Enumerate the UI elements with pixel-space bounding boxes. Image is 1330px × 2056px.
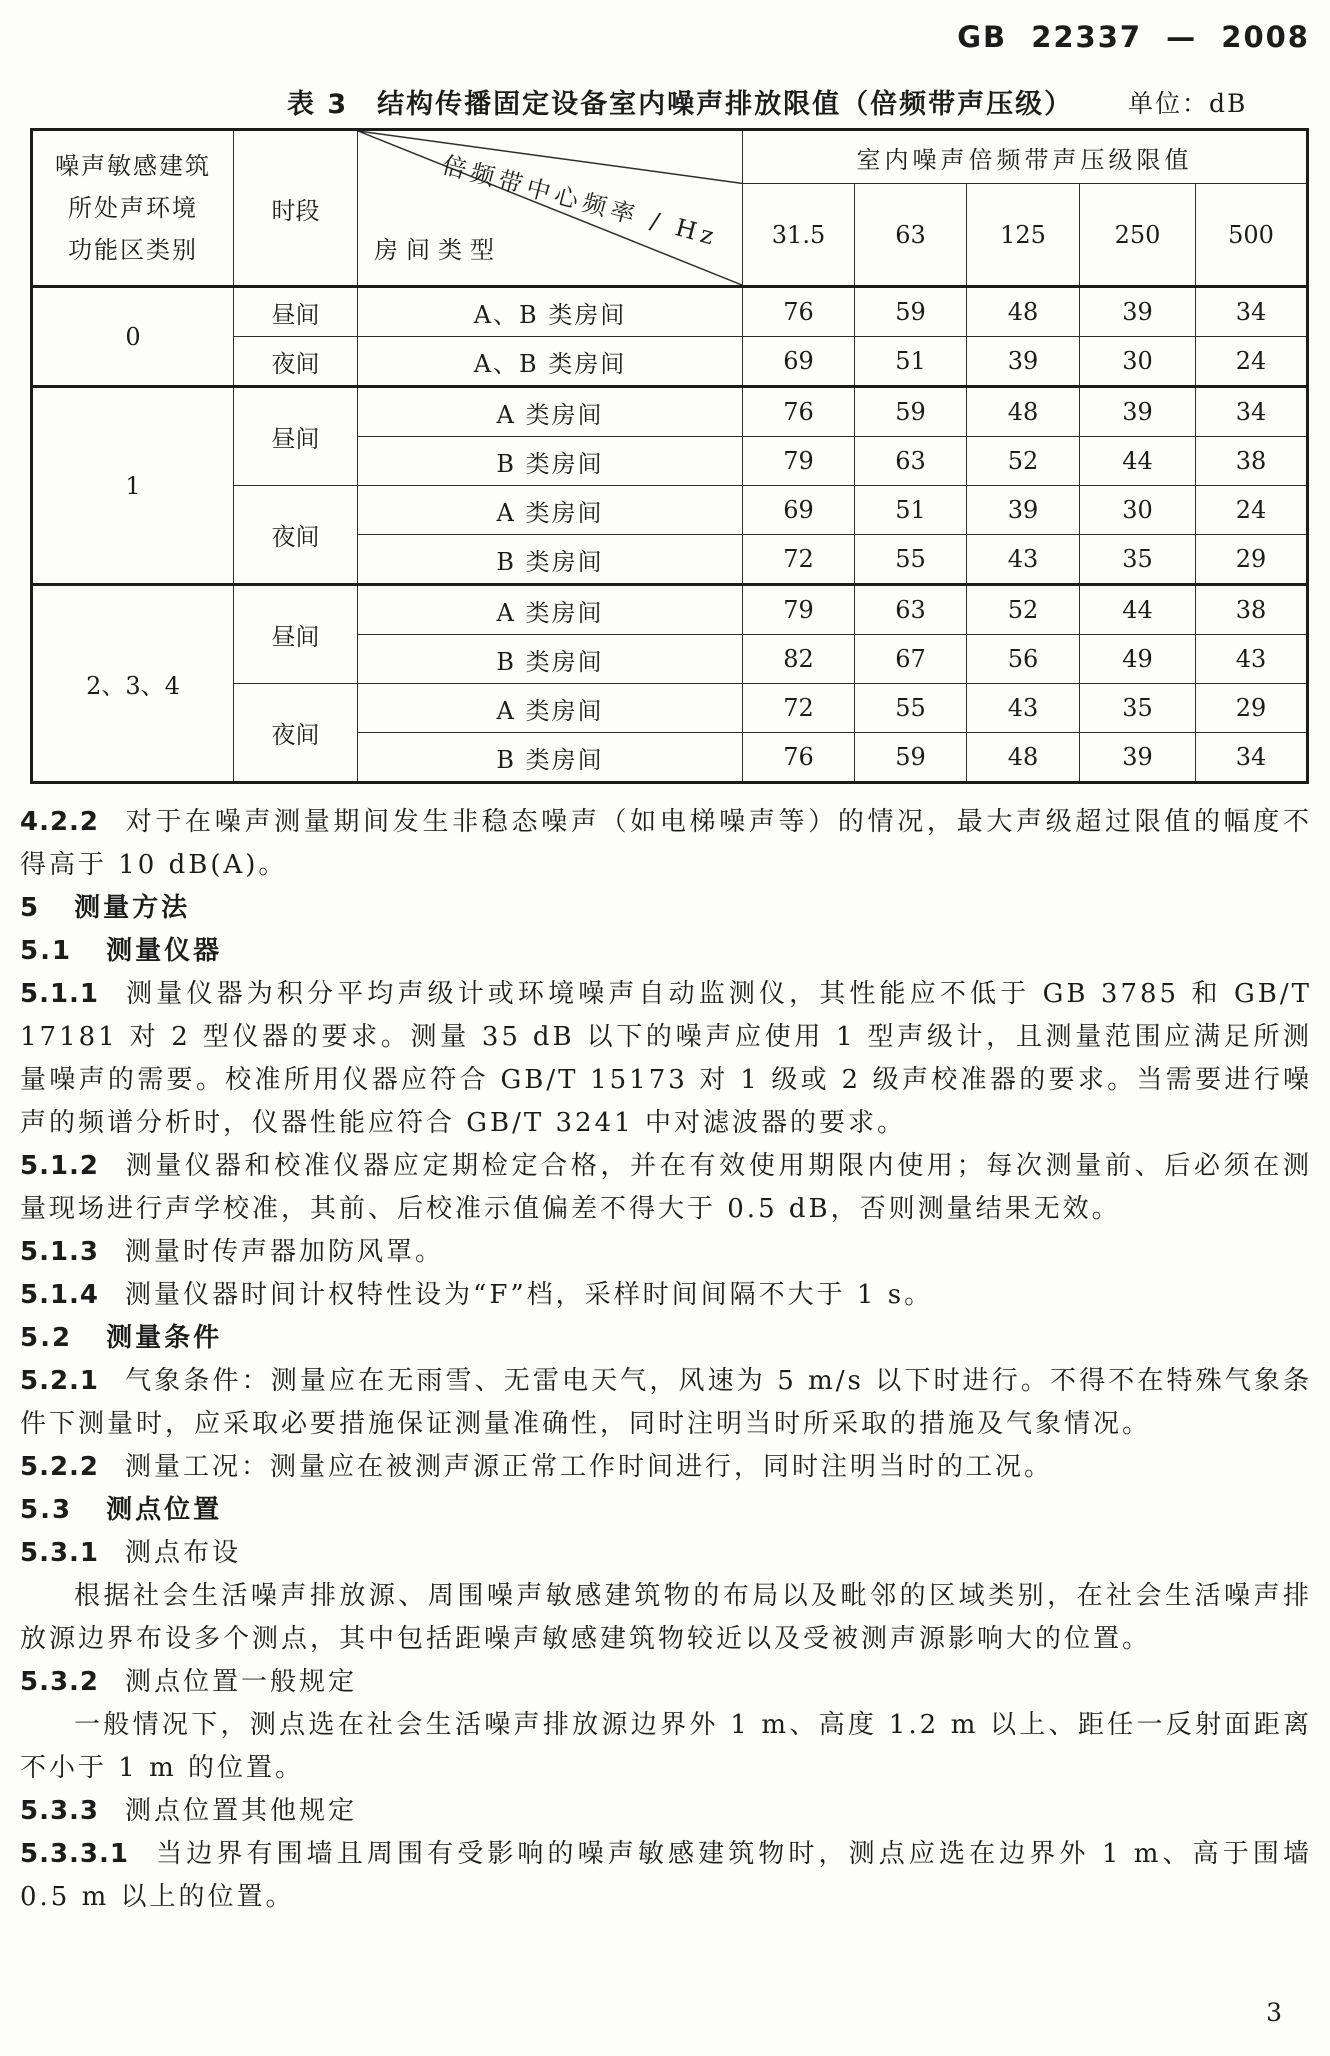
heading-text: 测点布设	[125, 1538, 242, 1568]
clause-number: 5.2.1	[20, 1366, 100, 1396]
value-cell: 39	[1080, 733, 1196, 783]
value-cell: 79	[743, 585, 855, 635]
value-cell: 72	[743, 535, 855, 585]
heading-text: 测量方法	[74, 893, 191, 923]
freq-col-header: 125	[967, 184, 1080, 287]
clause-number: 5.3.3.1	[20, 1839, 129, 1869]
value-cell: 38	[1196, 437, 1308, 486]
value-cell: 48	[967, 733, 1080, 783]
value-cell: 52	[967, 437, 1080, 486]
clause-5-3-2-text	[20, 1704, 1312, 1790]
clause-text: 对于在噪声测量期间发生非稳态噪声（如电梯噪声等）的情况，最大声级超过限值的幅度不得高于 10 dB(A)。	[20, 807, 1312, 880]
room-cell: A 类房间	[358, 486, 743, 535]
heading-text: 测量仪器	[106, 936, 223, 966]
value-cell: 51	[855, 337, 967, 387]
heading-5-3-1	[20, 1532, 1312, 1575]
period-cell: 夜间	[234, 684, 358, 783]
freq-col-header: 500	[1196, 184, 1308, 287]
room-cell: B 类房间	[358, 733, 743, 783]
value-cell: 30	[1080, 337, 1196, 387]
zone-cell: 1	[32, 387, 234, 585]
table-row	[32, 287, 1308, 337]
zone-cell: 2、3、4	[32, 585, 234, 783]
period-cell: 昼间	[234, 585, 358, 684]
header-zone-line3: 功能区类别	[68, 236, 198, 264]
document-body	[20, 801, 1312, 1919]
clause-5-2-1	[20, 1360, 1312, 1446]
clause-number: 5.3	[20, 1495, 73, 1525]
heading-5-3-3	[20, 1790, 1312, 1833]
clause-number: 5.1.3	[20, 1237, 100, 1267]
clause-number: 5.2	[20, 1323, 73, 1353]
clause-number: 5.3.2	[20, 1667, 100, 1697]
clause-number: 5.1.2	[20, 1151, 100, 1181]
page-number: 3	[1266, 1998, 1282, 2027]
noise-limits-table	[30, 128, 1309, 784]
clause-number: 5.1.4	[20, 1280, 100, 1310]
value-cell: 59	[855, 387, 967, 437]
value-cell: 69	[743, 486, 855, 535]
clause-5-1-1	[20, 973, 1312, 1145]
period-cell: 昼间	[234, 287, 358, 337]
room-cell: B 类房间	[358, 437, 743, 486]
clause-text: 当边界有围墙且周围有受影响的噪声敏感建筑物时，测点应选在边界外 1 m、高于围墙 0.5 m 以上的位置。	[20, 1839, 1312, 1912]
header-span-cell: 室内噪声倍频带声压级限值	[743, 130, 1308, 184]
zone-cell: 0	[32, 287, 234, 387]
value-cell: 44	[1080, 437, 1196, 486]
heading-5-3-2	[20, 1661, 1312, 1704]
value-cell: 63	[855, 437, 967, 486]
clause-number: 5.3.3	[20, 1796, 100, 1826]
clause-5-2-2	[20, 1446, 1312, 1489]
value-cell: 67	[855, 635, 967, 684]
period-cell: 夜间	[234, 337, 358, 387]
table-title-row	[0, 82, 1330, 118]
clause-5-1-4	[20, 1274, 1312, 1317]
header-zone-cell	[32, 130, 234, 287]
value-cell: 55	[855, 535, 967, 585]
clause-5-3-1-text	[20, 1575, 1312, 1661]
value-cell: 82	[743, 635, 855, 684]
table-row	[32, 585, 1308, 635]
period-cell: 昼间	[234, 387, 358, 486]
table-row	[32, 387, 1308, 437]
clause-number: 5.1.1	[20, 979, 100, 1009]
clause-5-3-3-1	[20, 1833, 1312, 1919]
value-cell: 72	[743, 684, 855, 733]
clause-number: 5	[20, 893, 41, 923]
freq-col-header: 31.5	[743, 184, 855, 287]
value-cell: 34	[1196, 287, 1308, 337]
table-title: 表 3 结构传播固定设备室内噪声排放限值（倍频带声压级）	[287, 89, 1074, 120]
room-cell: A 类房间	[358, 585, 743, 635]
value-cell: 30	[1080, 486, 1196, 535]
value-cell: 35	[1080, 684, 1196, 733]
heading-text: 测点位置	[106, 1495, 223, 1525]
value-cell: 76	[743, 287, 855, 337]
value-cell: 39	[967, 486, 1080, 535]
standard-number: GB 22337 — 2008	[957, 20, 1310, 54]
clause-text: 测量仪器和校准仪器应定期检定合格，并在有效使用期限内使用；每次测量前、后必须在测量现场进行声学校准，其前、后校准示值偏差不得大于 0.5 dB，否则测量结果无效。	[20, 1151, 1312, 1224]
value-cell: 76	[743, 387, 855, 437]
room-cell: A、B 类房间	[358, 337, 743, 387]
header-period-cell: 时段	[234, 130, 358, 287]
value-cell: 55	[855, 684, 967, 733]
value-cell: 38	[1196, 585, 1308, 635]
freq-col-header: 250	[1080, 184, 1196, 287]
header-corner-cell	[358, 130, 743, 287]
clause-number: 5.2.2	[20, 1452, 100, 1482]
value-cell: 51	[855, 486, 967, 535]
clause-5-1-2	[20, 1145, 1312, 1231]
clause-text: 测量仪器时间计权特性设为“F”档，采样时间间隔不大于 1 s。	[125, 1280, 934, 1310]
period-cell: 夜间	[234, 486, 358, 585]
room-cell: A 类房间	[358, 387, 743, 437]
clause-number: 5.1	[20, 936, 73, 966]
clause-number: 5.3.1	[20, 1538, 100, 1568]
value-cell: 76	[743, 733, 855, 783]
heading-text: 测量条件	[106, 1323, 223, 1353]
value-cell: 43	[1196, 635, 1308, 684]
value-cell: 43	[967, 684, 1080, 733]
room-cell: B 类房间	[358, 635, 743, 684]
room-cell: B 类房间	[358, 535, 743, 585]
clause-5-1-3	[20, 1231, 1312, 1274]
value-cell: 59	[855, 287, 967, 337]
value-cell: 59	[855, 733, 967, 783]
value-cell: 29	[1196, 535, 1308, 585]
table-header-row-1	[32, 130, 1308, 184]
value-cell: 34	[1196, 387, 1308, 437]
value-cell: 48	[967, 387, 1080, 437]
value-cell: 69	[743, 337, 855, 387]
value-cell: 49	[1080, 635, 1196, 684]
clause-number: 4.2.2	[20, 807, 100, 837]
value-cell: 79	[743, 437, 855, 486]
value-cell: 39	[967, 337, 1080, 387]
clause-4-2-2	[20, 801, 1312, 887]
value-cell: 63	[855, 585, 967, 635]
heading-5-1	[20, 930, 1312, 973]
heading-text: 测点位置其他规定	[125, 1796, 358, 1826]
clause-text: 测量工况：测量应在被测声源正常工作时间进行，同时注明当时的工况。	[125, 1452, 1054, 1482]
value-cell: 48	[967, 287, 1080, 337]
value-cell: 43	[967, 535, 1080, 585]
heading-text: 测点位置一般规定	[125, 1667, 358, 1697]
value-cell: 44	[1080, 585, 1196, 635]
value-cell: 35	[1080, 535, 1196, 585]
header-zone-line2: 所处声环境	[68, 194, 198, 222]
value-cell: 29	[1196, 684, 1308, 733]
value-cell: 24	[1196, 486, 1308, 535]
clause-text: 一般情况下，测点选在社会生活噪声排放源边界外 1 m、高度 1.2 m 以上、距任一反射面距离不小于 1 m 的位置。	[20, 1710, 1312, 1783]
clause-text: 气象条件：测量应在无雨雪、无雷电天气，风速为 5 m/s 以下时进行。不得不在特殊气象条件下测量时，应采取必要措施保证测量准确性，同时注明当时所采取的措施及气象情况。	[20, 1366, 1312, 1439]
heading-5-2	[20, 1317, 1312, 1360]
room-cell: A、B 类房间	[358, 287, 743, 337]
freq-col-header: 63	[855, 184, 967, 287]
heading-5-3	[20, 1489, 1312, 1532]
heading-5	[20, 887, 1312, 930]
room-cell: A 类房间	[358, 684, 743, 733]
value-cell: 56	[967, 635, 1080, 684]
clause-text: 测量时传声器加防风罩。	[125, 1237, 445, 1267]
clause-text: 根据社会生活噪声排放源、周围噪声敏感建筑物的布局以及毗邻的区域类别，在社会生活噪声排放源边界布设多个测点，其中包括距噪声敏感建筑物较近以及受被测声源影响大的位置。	[20, 1581, 1312, 1654]
value-cell: 24	[1196, 337, 1308, 387]
value-cell: 52	[967, 585, 1080, 635]
value-cell: 34	[1196, 733, 1308, 783]
clause-text: 测量仪器为积分平均声级计或环境噪声自动监测仪，其性能应不低于 GB 3785 和 GB/T 17181 对 2 型仪器的要求。测量 35 dB 以下的噪声应使用 1 型声级计，且测量范围应满足所测量噪声的需要。校准所用仪器应符合 GB/T 15173 对 1 级或 2 级声校准器的要求。当需要进行噪声的频谱分析时，仪器性能应符合 GB/T 3241 中对滤波器的要求。	[20, 979, 1312, 1138]
table-unit-label: 单位：dB	[1128, 89, 1248, 118]
value-cell: 39	[1080, 287, 1196, 337]
header-room-type-label: 房间类型	[374, 236, 502, 264]
header-zone-line1: 噪声敏感建筑	[55, 152, 211, 180]
value-cell: 39	[1080, 387, 1196, 437]
header-frequency-label: 倍频带中心频率 / Hz	[439, 150, 722, 252]
